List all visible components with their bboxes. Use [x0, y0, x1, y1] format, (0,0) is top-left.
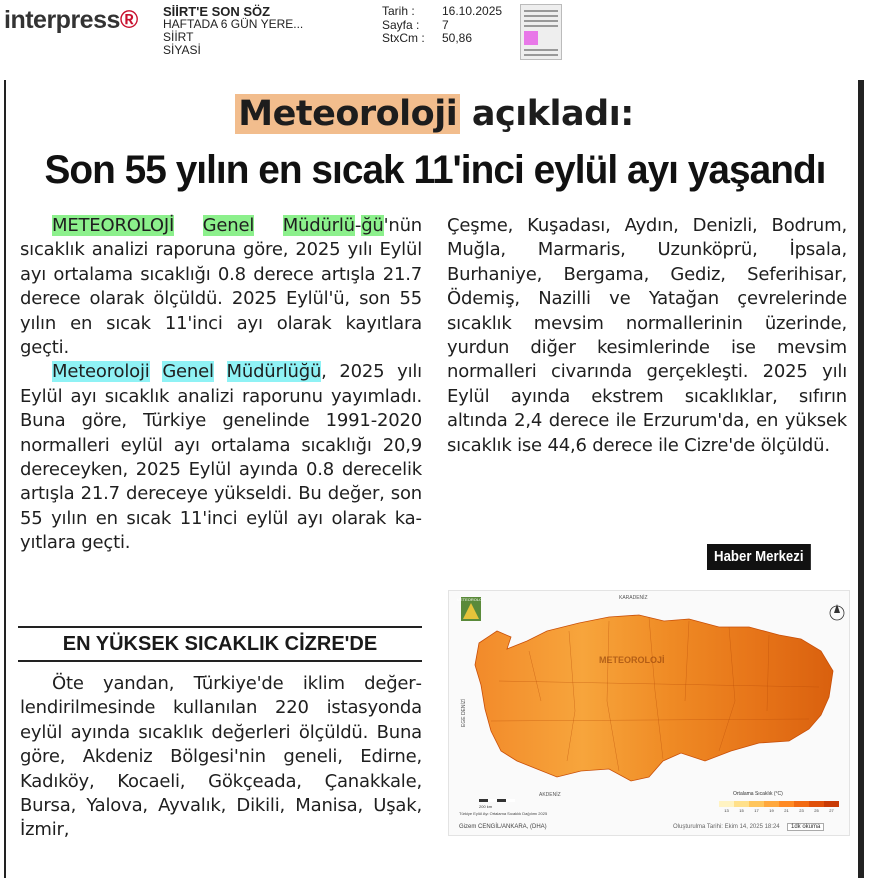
legend-swatch	[734, 801, 749, 807]
keyword-highlight: Genel	[162, 361, 214, 383]
legend-tick: 19	[769, 808, 774, 813]
page-thumbnail[interactable]	[520, 4, 562, 60]
paragraph-1	[20, 214, 422, 360]
sea-label-south: AKDENİZ	[539, 792, 561, 798]
paragraph-2-text: , 2025 yılı Eylül ayı sıcaklık analizi raporunu yayımladı. Buna göre, Türkiye genelinde 1991-2020 normalleri eylül ayı ortalama sıcaklığı 20,9 dereceyken, 2025 Eylül ayında 0.8 derecelik artışla 21.7 dereceye yükseldi. Bu değer, son 55 yılın en sıcak 11'inci eylül ayı olarak kayıtlara geçti.	[20, 361, 422, 554]
area-label: StxCm :	[382, 31, 425, 45]
thumbnail-line	[524, 25, 558, 27]
legend-tick: 21	[784, 808, 789, 813]
logo-registered-mark: ®	[119, 6, 138, 34]
photo-credit: Gizem CENGİL/ANKARA, (DHA)	[459, 824, 547, 830]
article-headline: Son 55 yılın en sıcak 11'inci eylül ayı yaşandı	[44, 148, 826, 192]
section-subhead: EN YÜKSEK SICAKLIK CİZRE'DE	[18, 626, 422, 662]
map-title: Türkiye Eylül Ayı Ortalama Sıcaklık Dağılımı 2025	[459, 811, 548, 816]
created-date: Oluşturulma Tarihi: Ekim 14, 2025 18:24	[673, 824, 780, 830]
publication-name: SİİRT'E SON SÖZ	[163, 4, 271, 19]
kicker-rest: açıkladı:	[460, 94, 634, 134]
hyphen: -	[354, 215, 362, 236]
article-column-1-lower	[20, 672, 422, 843]
legend-swatch	[779, 801, 794, 807]
article-frame-right	[858, 80, 864, 878]
thumbnail-line	[524, 49, 558, 51]
logo-text: interpress	[4, 6, 120, 34]
legend-tick: 13	[724, 808, 729, 813]
thumbnail-line	[524, 10, 558, 12]
interpress-logo	[4, 6, 138, 35]
paragraph-3: Öte yandan, Türkiye'de iklim değerlendirilmesinde kullanılan 220 istasyonda eylül ayında sıcaklık değerleri ölçüldü. Buna göre, Akdeniz Bölgesi'nin geneli, Edirne, Kadıköy, Kocaeli, Gökçeada, Çanakkale, Bursa, Yalova, Ayvalık, Dikili, Manisa, Uşak, İzmir,	[20, 673, 422, 841]
legend-tick: 25	[814, 808, 819, 813]
temperature-map-figure	[448, 590, 850, 836]
paragraph-4: Çeşme, Kuşadası, Aydın, Denizli, Bodrum, Muğla, Marmaris, Uzunköprü, İpsala, Burhaniye, Bergama, Gediz, Seferihisar, Ödemiş, Nazilli ve Yatağan çevrelerinde sıcaklık mevsim normallerinin üzerinde, yurdun diğer kesimlerinde ise mevsim normalleri civarında gerçekleşti. 2025 yılı Eylül ayında ekstrem sıcaklıklar, sıfırın altında 2,4 derece ile Erzurum'da, en yüksek sıcaklık ise 44,6 derece ile Cizre'de ölçüldü.	[447, 215, 847, 456]
turkey-territory	[475, 615, 833, 781]
legend-swatch	[809, 801, 824, 807]
area-row	[382, 32, 502, 46]
compass-icon	[830, 604, 844, 620]
article-frame-left	[4, 80, 6, 878]
date-row	[382, 5, 502, 19]
clipping-meta	[382, 5, 502, 46]
paragraph-2	[20, 360, 422, 555]
date-value: 16.10.2025	[442, 4, 503, 18]
legend-swatch	[749, 801, 764, 807]
thumbnail-line	[524, 15, 558, 17]
read-time-badge: 1dk okuma	[787, 823, 824, 831]
legend-swatch	[719, 801, 734, 807]
legend-swatch	[794, 801, 809, 807]
scale-label: 200 km	[479, 804, 493, 809]
date-label: Tarih :	[382, 4, 415, 18]
legend-tick: 23	[799, 808, 804, 813]
page-label: Sayfa :	[382, 17, 420, 32]
scale-bar	[479, 799, 515, 809]
legend-swatch	[764, 801, 779, 807]
sea-label-west: EGE DENİZİ	[461, 698, 467, 727]
legend-swatch	[824, 801, 839, 807]
page-value: 7	[442, 17, 449, 32]
kicker-highlight: Meteoroloji	[235, 94, 460, 134]
map-watermark: METEOROLOJİ	[599, 655, 665, 665]
sea-label-north: KARADENİZ	[619, 595, 648, 601]
legend-tick: 27	[829, 808, 834, 813]
publication-category: SİYASİ	[163, 43, 201, 57]
publication-frequency: HAFTADA 6 GÜN YERE...	[163, 17, 304, 31]
paragraph-1-text: 'nün sıcaklık analizi raporuna göre, 2025 yılı Eylül ayı ortalama sıcaklığı 0.8 derece artışla 21.7 derece olarak ölçüldü. 2025 Eylül'ü, son 55 yılın en sıcak 11'inci ayı olarak kayıtlara geçti.	[20, 215, 422, 359]
keyword-highlight: METEOROLOJİ	[52, 215, 175, 236]
keyword-highlight: Genel	[202, 215, 255, 236]
keyword-highlight: Meteoroloji	[52, 361, 150, 383]
thumbnail-highlight	[524, 31, 538, 45]
keyword-highlight: Müdürlüğü	[226, 361, 322, 383]
mgm-logo-text: METEOROLOJİ	[456, 597, 486, 602]
legend-tick: 15	[739, 808, 744, 813]
news-agency-credit: Haber Merkezi	[707, 544, 811, 570]
publication-info	[163, 5, 303, 57]
article-kicker	[0, 94, 869, 134]
keyword-highlight: ğü	[361, 215, 384, 236]
publication-city: SİİRT	[163, 30, 194, 44]
page-row	[382, 19, 502, 33]
article-column-2	[447, 214, 847, 458]
area-value: 50,86	[442, 31, 473, 45]
temperature-legend	[719, 801, 839, 813]
keyword-highlight: Müdürlü	[282, 215, 355, 236]
turkey-map-svg	[449, 591, 849, 835]
legend-tick: 17	[754, 808, 759, 813]
article-column-1	[20, 214, 422, 556]
thumbnail-line	[524, 20, 558, 22]
thumbnail-line	[524, 54, 558, 56]
legend-title: Ortalama Sıcaklık (°C)	[733, 791, 783, 797]
